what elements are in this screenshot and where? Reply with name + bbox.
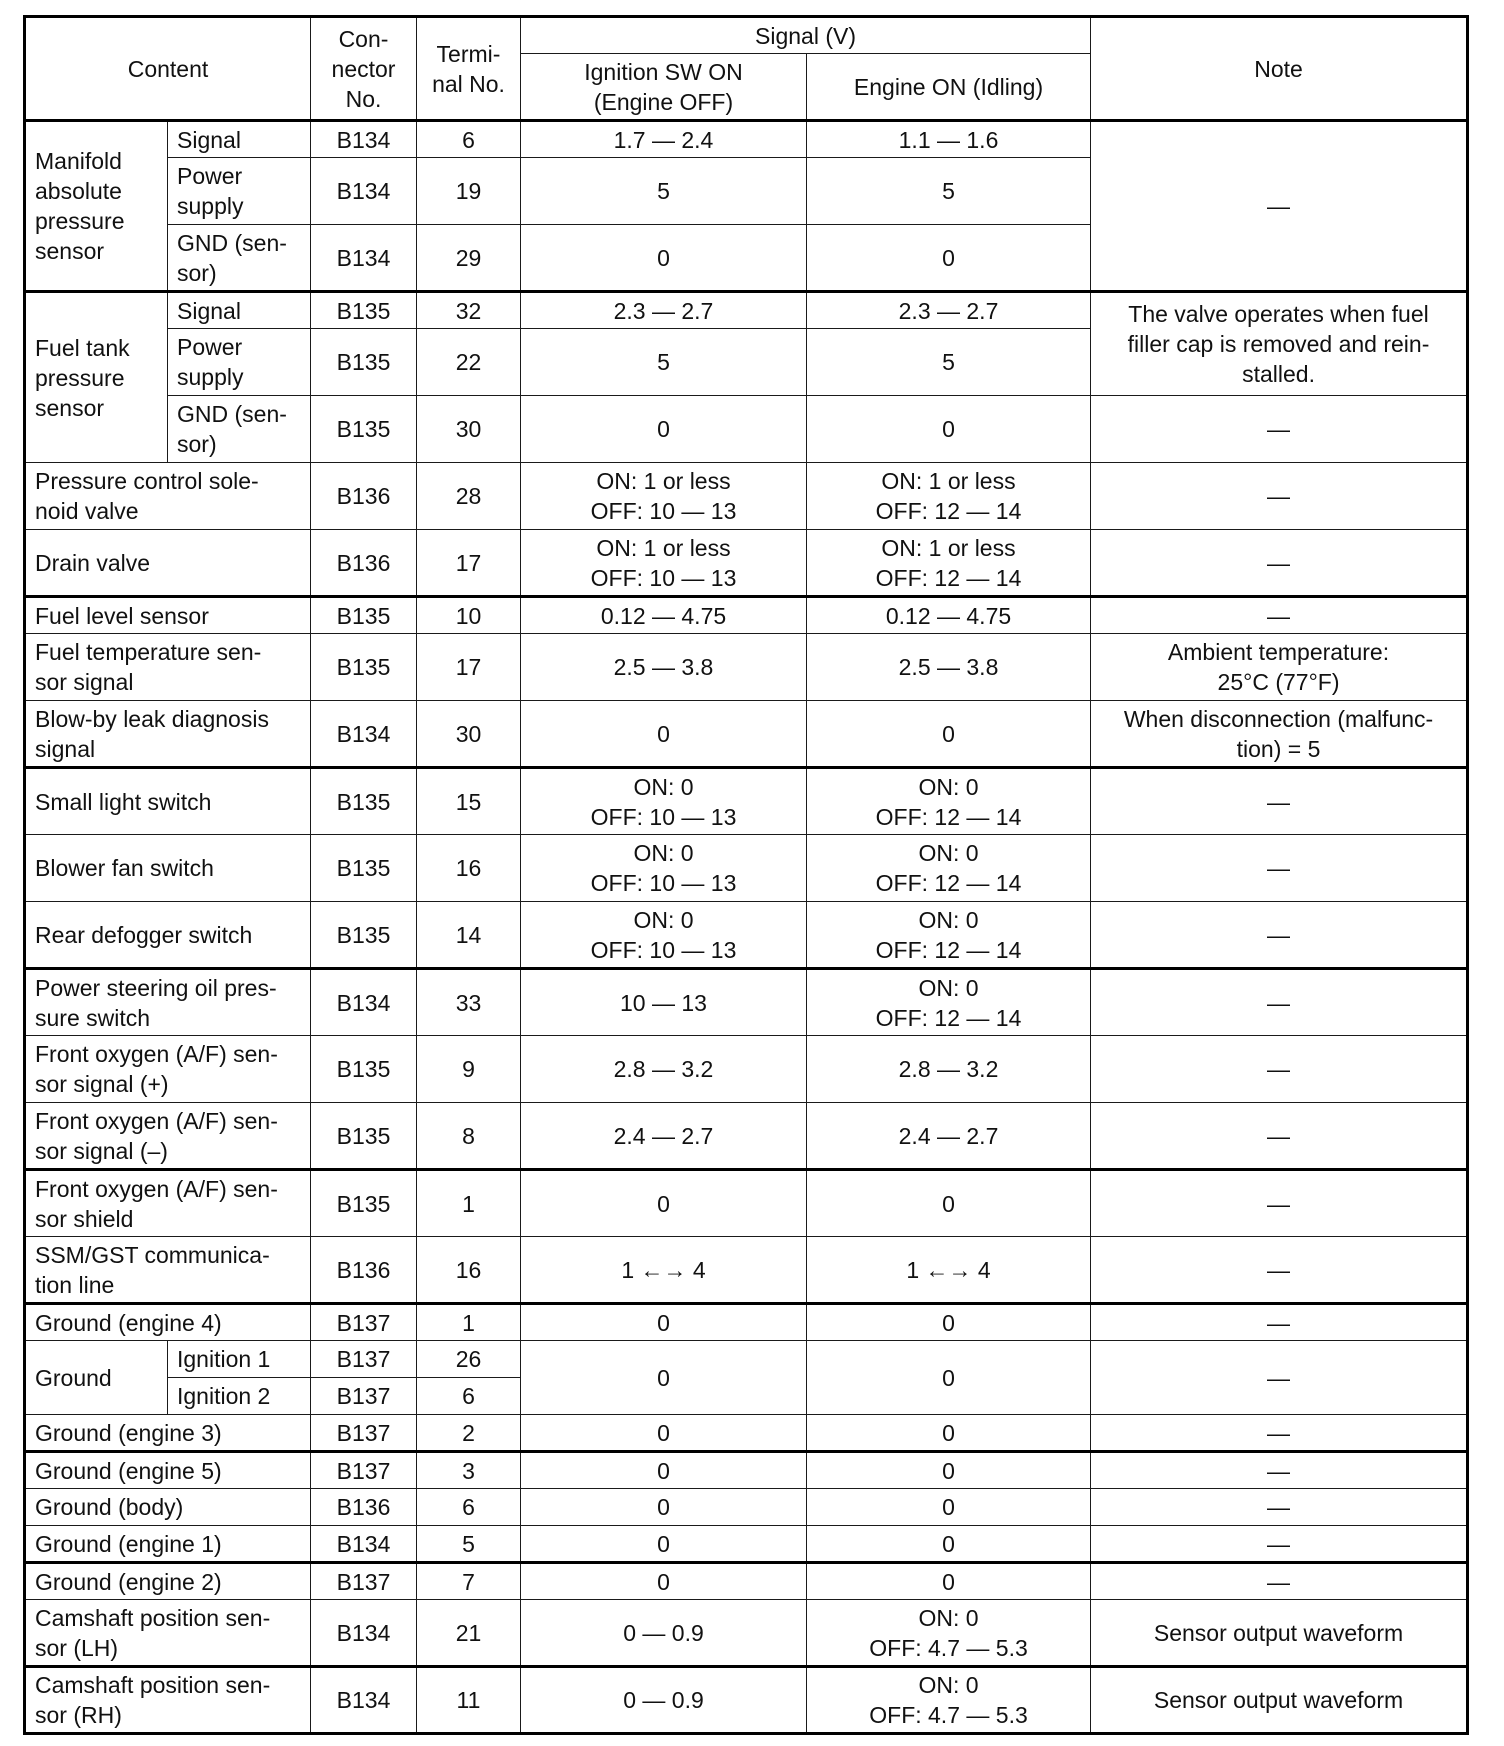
row-label: Small light switch [25, 768, 311, 835]
engine-on-cell: 0 [807, 396, 1091, 463]
table-row [25, 292, 1468, 329]
terminal-cell: 2 [417, 1415, 521, 1452]
engine-on-cell: 5 [807, 329, 1091, 396]
connector-cell: B137 [311, 1415, 417, 1452]
terminal-cell: 30 [417, 396, 521, 463]
connector-cell: B137 [311, 1452, 417, 1489]
note-cell: — [1091, 597, 1468, 634]
row-label: Front oxygen (A/F) sen- sor signal (–) [25, 1103, 311, 1170]
terminal-cell: 15 [417, 768, 521, 835]
ignition-on-cell: 0 [521, 1341, 807, 1415]
ignition-on-cell: ON: 0 OFF: 10 — 13 [521, 835, 807, 902]
row-label: Blow-by leak diagnosis signal [25, 701, 311, 768]
engine-on-cell: 2.5 — 3.8 [807, 634, 1091, 701]
header-note: Note [1091, 17, 1468, 121]
table-row [25, 1563, 1468, 1600]
terminal-cell: 22 [417, 329, 521, 396]
note-cell: — [1091, 1415, 1468, 1452]
terminal-cell: 30 [417, 701, 521, 768]
connector-cell: B137 [311, 1378, 417, 1415]
engine-on-cell: 0 [807, 1415, 1091, 1452]
ignition-on-cell: 0.12 — 4.75 [521, 597, 807, 634]
engine-on-cell: ON: 0 OFF: 4.7 — 5.3 [807, 1667, 1091, 1734]
row-label: SSM/GST communica- tion line [25, 1237, 311, 1304]
engine-on-cell: 2.8 — 3.2 [807, 1036, 1091, 1103]
engine-on-cell: 1 ←→ 4 [807, 1237, 1091, 1304]
group-label: Fuel tank pressure sensor [25, 292, 168, 463]
connector-cell: B136 [311, 1237, 417, 1304]
engine-on-cell: 0 [807, 225, 1091, 292]
connector-cell: B135 [311, 597, 417, 634]
terminal-cell: 26 [417, 1341, 521, 1378]
row-label: Fuel temperature sen- sor signal [25, 634, 311, 701]
sub-label: GND (sen- sor) [168, 396, 311, 463]
sub-label: Ignition 2 [168, 1378, 311, 1415]
table-row [25, 1304, 1468, 1341]
note-cell: Ambient temperature: 25°C (77°F) [1091, 634, 1468, 701]
connector-cell: B134 [311, 121, 417, 158]
engine-on-cell: 1.1 — 1.6 [807, 121, 1091, 158]
sub-label: Signal [168, 292, 311, 329]
engine-on-cell: 0 [807, 701, 1091, 768]
row-label: Front oxygen (A/F) sen- sor signal (+) [25, 1036, 311, 1103]
connector-cell: B134 [311, 701, 417, 768]
note-cell: — [1091, 1563, 1468, 1600]
ignition-on-cell: ON: 0 OFF: 10 — 13 [521, 902, 807, 969]
ignition-on-cell: 1 ←→ 4 [521, 1237, 807, 1304]
table-row [25, 634, 1468, 701]
connector-cell: B137 [311, 1341, 417, 1378]
ignition-on-cell: 0 [521, 1489, 807, 1526]
table-row [25, 1103, 1468, 1170]
sub-label: Power supply [168, 329, 311, 396]
note-cell: — [1091, 1489, 1468, 1526]
ignition-on-cell: 0 [521, 396, 807, 463]
table-row [25, 1237, 1468, 1304]
table-row [25, 1415, 1468, 1452]
group-label: Ground [25, 1341, 168, 1415]
terminal-cell: 33 [417, 969, 521, 1036]
terminal-cell: 1 [417, 1170, 521, 1237]
sub-label: Power supply [168, 158, 311, 225]
table-row [25, 530, 1468, 597]
ignition-on-cell: 0 [521, 1304, 807, 1341]
note-cell: When disconnection (malfunc- tion) = 5 [1091, 701, 1468, 768]
connector-cell: B134 [311, 158, 417, 225]
ignition-on-cell: 5 [521, 158, 807, 225]
connector-cell: B135 [311, 396, 417, 463]
sub-label: Signal [168, 121, 311, 158]
connector-cell: B135 [311, 634, 417, 701]
terminal-cell: 6 [417, 1378, 521, 1415]
table-row [25, 1341, 1468, 1378]
note-cell: — [1091, 835, 1468, 902]
table-row [25, 597, 1468, 634]
ignition-on-cell: 1.7 — 2.4 [521, 121, 807, 158]
row-label: Ground (engine 4) [25, 1304, 311, 1341]
terminal-cell: 17 [417, 634, 521, 701]
table-row [25, 1452, 1468, 1489]
table-row [25, 768, 1468, 835]
terminal-cell: 16 [417, 835, 521, 902]
ignition-on-cell: 0 [521, 225, 807, 292]
engine-on-cell: ON: 0 OFF: 12 — 14 [807, 969, 1091, 1036]
connector-cell: B137 [311, 1304, 417, 1341]
terminal-cell: 16 [417, 1237, 521, 1304]
ignition-on-cell: 0 — 0.9 [521, 1600, 807, 1667]
engine-on-cell: 0 [807, 1452, 1091, 1489]
header-terminal: Termi- nal No. [417, 17, 521, 121]
ignition-on-cell: 0 [521, 1170, 807, 1237]
engine-on-cell: ON: 0 OFF: 12 — 14 [807, 835, 1091, 902]
engine-on-cell: ON: 0 OFF: 4.7 — 5.3 [807, 1600, 1091, 1667]
table-row [25, 1667, 1468, 1734]
connector-cell: B136 [311, 463, 417, 530]
row-label: Drain valve [25, 530, 311, 597]
engine-on-cell: 0.12 — 4.75 [807, 597, 1091, 634]
sub-label: GND (sen- sor) [168, 225, 311, 292]
note-cell: — [1091, 969, 1468, 1036]
terminal-cell: 6 [417, 1489, 521, 1526]
table-row [25, 463, 1468, 530]
row-label: Ground (engine 2) [25, 1563, 311, 1600]
note-cell: — [1091, 1103, 1468, 1170]
terminal-cell: 17 [417, 530, 521, 597]
row-label: Power steering oil pres- sure switch [25, 969, 311, 1036]
ignition-on-cell: 0 [521, 1563, 807, 1600]
ignition-on-cell: 2.5 — 3.8 [521, 634, 807, 701]
ignition-on-cell: 2.3 — 2.7 [521, 292, 807, 329]
connector-cell: B134 [311, 1600, 417, 1667]
terminal-cell: 29 [417, 225, 521, 292]
terminal-cell: 11 [417, 1667, 521, 1734]
terminal-cell: 5 [417, 1526, 521, 1563]
connector-cell: B135 [311, 835, 417, 902]
ignition-on-cell: 0 [521, 1415, 807, 1452]
row-label: Pressure control sole- noid valve [25, 463, 311, 530]
row-label: Front oxygen (A/F) sen- sor shield [25, 1170, 311, 1237]
row-label: Ground (engine 5) [25, 1452, 311, 1489]
terminal-cell: 32 [417, 292, 521, 329]
connector-cell: B135 [311, 292, 417, 329]
engine-on-cell: ON: 1 or less OFF: 12 — 14 [807, 530, 1091, 597]
table-row [25, 835, 1468, 902]
ignition-on-cell: ON: 0 OFF: 10 — 13 [521, 768, 807, 835]
note-cell: — [1091, 121, 1468, 292]
table-row [25, 396, 1468, 463]
connector-cell: B135 [311, 902, 417, 969]
connector-cell: B135 [311, 1170, 417, 1237]
terminal-cell: 1 [417, 1304, 521, 1341]
header-signal: Signal (V) [521, 17, 1091, 54]
table-row [25, 902, 1468, 969]
engine-on-cell: 2.4 — 2.7 [807, 1103, 1091, 1170]
row-label: Camshaft position sen- sor (RH) [25, 1667, 311, 1734]
engine-on-cell: 0 [807, 1170, 1091, 1237]
terminal-cell: 19 [417, 158, 521, 225]
note-cell: Sensor output waveform [1091, 1667, 1468, 1734]
row-label: Fuel level sensor [25, 597, 311, 634]
terminal-cell: 8 [417, 1103, 521, 1170]
signal-spec-table [23, 15, 1469, 1735]
note-cell: — [1091, 463, 1468, 530]
terminal-cell: 14 [417, 902, 521, 969]
row-label: Ground (engine 3) [25, 1415, 311, 1452]
engine-on-cell: ON: 1 or less OFF: 12 — 14 [807, 463, 1091, 530]
terminal-cell: 6 [417, 121, 521, 158]
row-label: Blower fan switch [25, 835, 311, 902]
row-label: Rear defogger switch [25, 902, 311, 969]
table-row [25, 1489, 1468, 1526]
group-label: Manifold absolute pressure sensor [25, 121, 168, 292]
table-row [25, 969, 1468, 1036]
connector-cell: B137 [311, 1563, 417, 1600]
engine-on-cell: ON: 0 OFF: 12 — 14 [807, 902, 1091, 969]
terminal-cell: 7 [417, 1563, 521, 1600]
note-cell: — [1091, 1341, 1468, 1415]
engine-on-cell: 5 [807, 158, 1091, 225]
ignition-on-cell: 0 [521, 701, 807, 768]
terminal-cell: 28 [417, 463, 521, 530]
connector-cell: B135 [311, 1036, 417, 1103]
header-content: Content [25, 17, 311, 121]
table-row [25, 1036, 1468, 1103]
sub-label: Ignition 1 [168, 1341, 311, 1378]
terminal-cell: 9 [417, 1036, 521, 1103]
row-label: Ground (engine 1) [25, 1526, 311, 1563]
row-label: Camshaft position sen- sor (LH) [25, 1600, 311, 1667]
connector-cell: B134 [311, 1667, 417, 1734]
connector-cell: B136 [311, 530, 417, 597]
note-cell: — [1091, 1452, 1468, 1489]
ignition-on-cell: ON: 1 or less OFF: 10 — 13 [521, 530, 807, 597]
table-row [25, 121, 1468, 158]
ignition-on-cell: 5 [521, 329, 807, 396]
note-cell: — [1091, 396, 1468, 463]
engine-on-cell: 0 [807, 1304, 1091, 1341]
row-label: Ground (body) [25, 1489, 311, 1526]
ignition-on-cell: 0 — 0.9 [521, 1667, 807, 1734]
terminal-cell: 21 [417, 1600, 521, 1667]
terminal-cell: 3 [417, 1452, 521, 1489]
note-cell: — [1091, 1036, 1468, 1103]
connector-cell: B135 [311, 329, 417, 396]
ignition-on-cell: 0 [521, 1526, 807, 1563]
ignition-on-cell: 2.8 — 3.2 [521, 1036, 807, 1103]
table-row [25, 1600, 1468, 1667]
ignition-on-cell: ON: 1 or less OFF: 10 — 13 [521, 463, 807, 530]
engine-on-cell: 0 [807, 1341, 1091, 1415]
header-ignition-on: Ignition SW ON (Engine OFF) [521, 54, 807, 121]
note-cell: — [1091, 768, 1468, 835]
note-cell: The valve operates when fuel filler cap is removed and rein- stalled. [1091, 292, 1468, 396]
connector-cell: B134 [311, 1526, 417, 1563]
ignition-on-cell: 10 — 13 [521, 969, 807, 1036]
connector-cell: B134 [311, 969, 417, 1036]
table-row [25, 1526, 1468, 1563]
note-cell: — [1091, 1304, 1468, 1341]
connector-cell: B136 [311, 1489, 417, 1526]
ignition-on-cell: 0 [521, 1452, 807, 1489]
note-cell: — [1091, 1170, 1468, 1237]
note-cell: — [1091, 530, 1468, 597]
connector-cell: B135 [311, 768, 417, 835]
note-cell: — [1091, 1237, 1468, 1304]
terminal-cell: 10 [417, 597, 521, 634]
note-cell: — [1091, 902, 1468, 969]
connector-cell: B135 [311, 1103, 417, 1170]
header-engine-on: Engine ON (Idling) [807, 54, 1091, 121]
engine-on-cell: 0 [807, 1526, 1091, 1563]
table-row [25, 701, 1468, 768]
note-cell: — [1091, 1526, 1468, 1563]
header-connector: Con- nector No. [311, 17, 417, 121]
connector-cell: B134 [311, 225, 417, 292]
engine-on-cell: 2.3 — 2.7 [807, 292, 1091, 329]
engine-on-cell: ON: 0 OFF: 12 — 14 [807, 768, 1091, 835]
note-cell: Sensor output waveform [1091, 1600, 1468, 1667]
table-row [25, 1170, 1468, 1237]
engine-on-cell: 0 [807, 1563, 1091, 1600]
ignition-on-cell: 2.4 — 2.7 [521, 1103, 807, 1170]
engine-on-cell: 0 [807, 1489, 1091, 1526]
